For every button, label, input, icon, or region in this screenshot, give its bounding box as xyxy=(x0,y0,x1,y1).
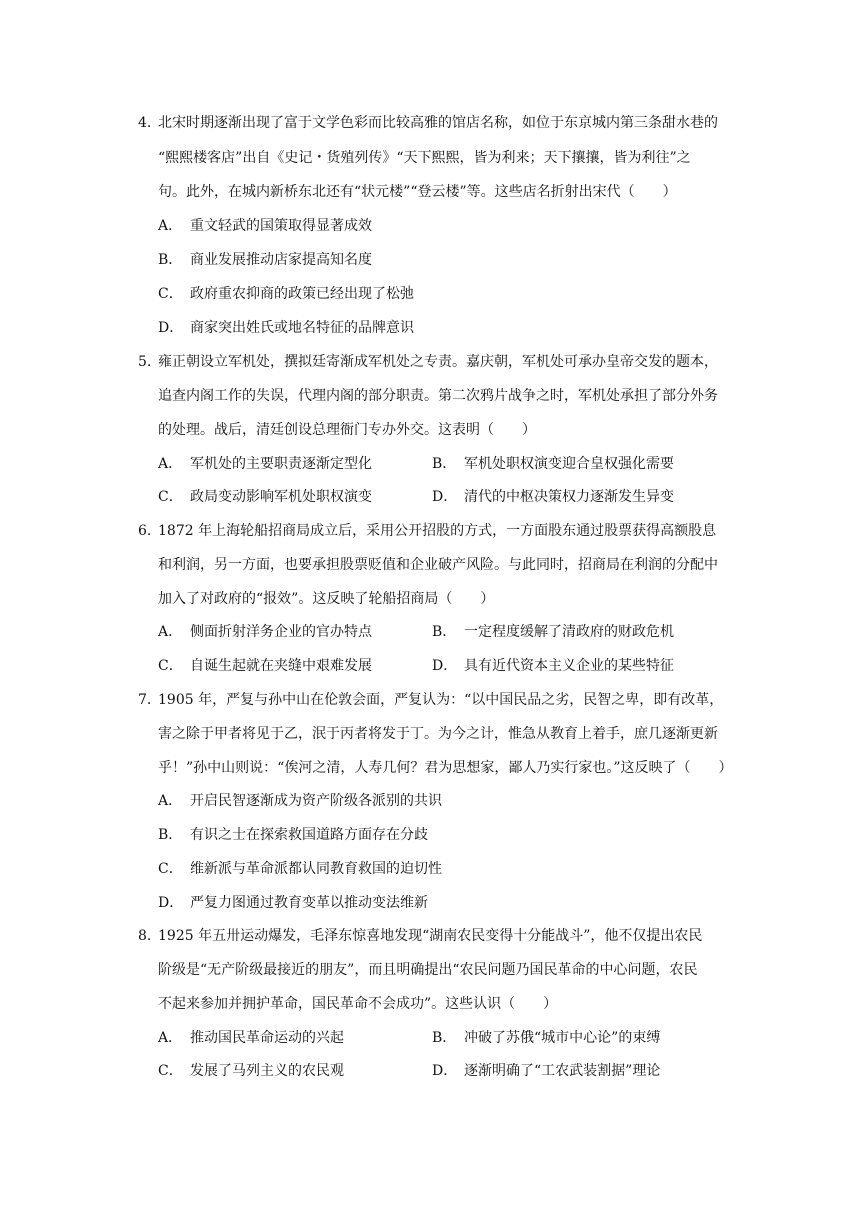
question-7-line-3: 乎！”孙中山则说：“俟河之清，人寿几何？君为思想家，鄙人乃实行家也。”这反映了（ ） xyxy=(158,760,733,776)
option-b[interactable] xyxy=(158,250,372,270)
option-letter: A． xyxy=(158,793,183,809)
question-text: 1925 年五卅运动爆发，毛泽东惊喜地发现“湖南农民变得十分能战斗”，他不仅提出农民 xyxy=(158,928,703,944)
option-c[interactable] xyxy=(158,656,372,676)
option-b[interactable] xyxy=(432,454,674,474)
option-d[interactable] xyxy=(432,656,674,676)
option-letter: B． xyxy=(432,1030,457,1046)
question-7-line-2: 害之除于甲者将见于乙，泯于丙者将发于丁。为今之计，惟急从教育上着手，庶几逐渐更新 xyxy=(158,726,718,742)
question-4-line-1 xyxy=(138,113,718,133)
question-6-line-1 xyxy=(138,521,718,541)
option-letter: C． xyxy=(158,658,183,674)
option-text: 维新派与革命派都认同教育救国的迫切性 xyxy=(190,861,442,877)
option-text: 发展了马列主义的农民观 xyxy=(190,1063,344,1079)
question-number: 5. xyxy=(138,354,152,370)
option-letter: C． xyxy=(158,861,183,877)
option-b[interactable] xyxy=(432,1028,660,1048)
option-letter: A． xyxy=(158,218,183,234)
option-letter: A． xyxy=(158,624,183,640)
question-text: 1872 年上海轮船招商局成立后，采用公开招股的方式，一方面股东通过股票获得高额股息 xyxy=(158,523,717,539)
option-text: 自诞生起就在夹缝中艰难发展 xyxy=(190,658,372,674)
option-text: 严复力图通过教育变革以推动变法维新 xyxy=(190,895,428,911)
question-4-line-2: “熙熙楼客店”出自《史记・货殖列传》“天下熙熙，皆为利来；天下攘攘，皆为利往”之 xyxy=(158,150,691,166)
option-c[interactable] xyxy=(158,487,372,507)
option-text: 政府重农抑商的政策已经出现了松弛 xyxy=(190,286,414,302)
option-text: 政局变动影响军机处职权演变 xyxy=(190,489,372,505)
option-letter: D． xyxy=(432,489,458,505)
question-text: 1905 年，严复与孙中山在伦敦会面，严复认为：“以中国民品之劣，民智之卑，即有改革， xyxy=(158,692,724,708)
option-letter: D． xyxy=(432,1063,458,1079)
option-text: 逐渐明确了“工农武装割据”理论 xyxy=(464,1063,661,1079)
question-7-line-1 xyxy=(138,690,724,710)
option-letter: D． xyxy=(158,895,184,911)
option-text: 重文轻武的国策取得显著成效 xyxy=(190,218,372,234)
option-letter: D． xyxy=(158,320,184,336)
option-d[interactable] xyxy=(432,487,674,507)
question-number: 8. xyxy=(138,928,152,944)
question-number: 7. xyxy=(138,692,152,708)
option-d[interactable] xyxy=(158,893,428,913)
option-text: 开启民智逐渐成为资产阶级各派别的共识 xyxy=(190,793,442,809)
option-text: 一定程度缓解了清政府的财政危机 xyxy=(464,624,674,640)
question-5-line-1 xyxy=(138,352,718,372)
option-letter: C． xyxy=(158,1063,183,1079)
option-text: 有识之士在探索救国道路方面存在分歧 xyxy=(190,827,428,843)
question-8-line-1 xyxy=(138,926,718,946)
question-8-line-3: 不起来参加并拥护革命，国民革命不会成功”。这些认识（ ） xyxy=(158,996,558,1012)
option-b[interactable] xyxy=(432,622,674,642)
option-a[interactable] xyxy=(158,791,442,811)
option-d[interactable] xyxy=(158,318,414,338)
option-a[interactable] xyxy=(158,454,372,474)
question-8-line-2: 阶级是“无产阶级最接近的朋友”，而且明确提出“农民问题乃国民革命的中心问题，农民 xyxy=(158,962,698,978)
option-text: 商业发展推动店家提高知名度 xyxy=(190,252,372,268)
option-text: 军机处职权演变迎合皇权强化需要 xyxy=(464,456,674,472)
question-4-line-3: 句。此外，在城内新桥东北还有“状元楼”“登云楼”等。这些店名折射出宋代（ ） xyxy=(158,184,677,200)
question-5-line-2: 追查内阁工作的失误，代理内阁的部分职责。第二次鸦片战争之时，军机处承担了部分外务 xyxy=(158,388,718,404)
option-letter: B． xyxy=(432,456,457,472)
option-a[interactable] xyxy=(158,1028,344,1048)
question-number: 4. xyxy=(138,115,152,131)
option-c[interactable] xyxy=(158,859,442,879)
option-text: 具有近代资本主义企业的某些特征 xyxy=(464,658,674,674)
question-6-line-2: 和利润，另一方面，也要承担股票贬值和企业破产风险。与此同时，招商局在利润的分配中 xyxy=(158,557,718,573)
option-letter: B． xyxy=(432,624,457,640)
option-text: 侧面折射洋务企业的官办特点 xyxy=(190,624,372,640)
option-text: 推动国民革命运动的兴起 xyxy=(190,1030,344,1046)
option-letter: C． xyxy=(158,286,183,302)
option-letter: D． xyxy=(432,658,458,674)
question-6-line-3: 加入了对政府的“报效”。这反映了轮船招商局（ ） xyxy=(158,591,495,607)
option-letter: B． xyxy=(158,252,183,268)
option-letter: B． xyxy=(158,827,183,843)
option-b[interactable] xyxy=(158,825,428,845)
question-text: 雍正朝设立军机处，撰拟廷寄渐成军机处之专责。嘉庆朝，军机处可承办皇帝交发的题本， xyxy=(158,354,718,370)
option-d[interactable] xyxy=(432,1061,660,1081)
question-5-line-3: 的处理。战后，清廷创设总理衙门专办外交。这表明（ ） xyxy=(158,422,536,438)
question-text: 北宋时期逐渐出现了富于文学色彩而比较高雅的馆店名称，如位于东京城内第三条甜水巷的 xyxy=(158,115,718,131)
option-text: 商家突出姓氏或地名特征的品牌意识 xyxy=(190,320,414,336)
question-number: 6. xyxy=(138,523,152,539)
option-c[interactable] xyxy=(158,284,414,304)
option-text: 军机处的主要职责逐渐定型化 xyxy=(190,456,372,472)
option-c[interactable] xyxy=(158,1061,344,1081)
option-text: 清代的中枢决策权力逐渐发生异变 xyxy=(464,489,674,505)
option-letter: A． xyxy=(158,1030,183,1046)
option-letter: A． xyxy=(158,456,183,472)
option-a[interactable] xyxy=(158,622,372,642)
option-text: 冲破了苏俄“城市中心论”的束缚 xyxy=(464,1030,661,1046)
option-a[interactable] xyxy=(158,216,372,236)
option-letter: C． xyxy=(158,489,183,505)
